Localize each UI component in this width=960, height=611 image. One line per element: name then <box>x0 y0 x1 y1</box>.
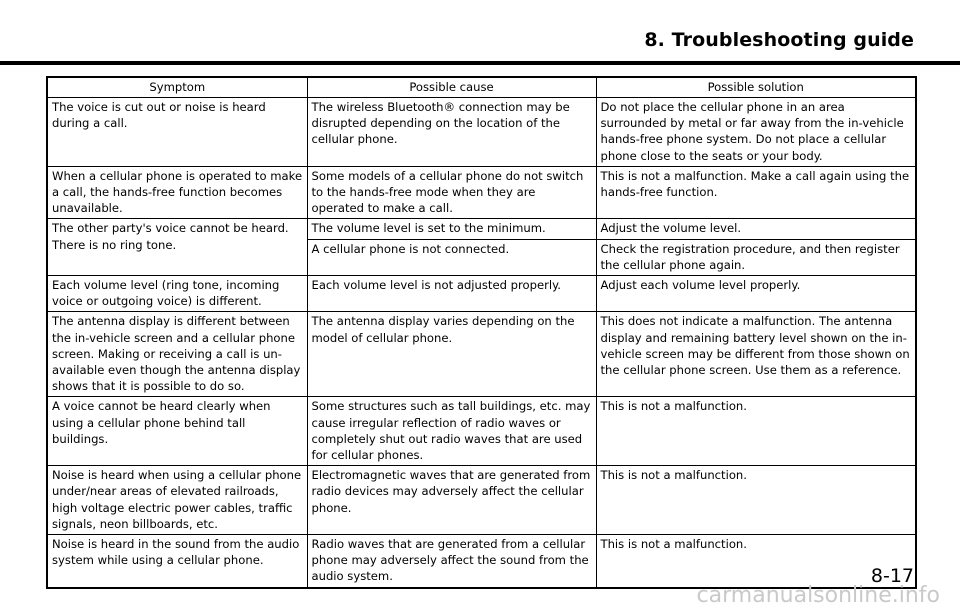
table-row <box>47 397 916 466</box>
symptom-cell: Each volume level (ring tone, incoming voice or outgoing voice) is different. <box>47 276 307 312</box>
solution-cell: This is not a malfunction. <box>596 397 916 466</box>
cause-cell: The antenna display varies depending on the model of cellular phone. <box>307 312 596 397</box>
header-divider <box>0 61 960 65</box>
symptom-cell: The voice is cut out or noise is heard during a call. <box>47 98 307 167</box>
solution-cell: Check the registration procedure, and then register the cellular phone again. <box>596 239 916 275</box>
solution-cell: This is not a malfunction. <box>596 535 916 588</box>
column-header-solution: Possible solution <box>596 77 916 98</box>
cause-cell: A cellular phone is not connected. <box>307 239 596 275</box>
symptom-cell: A voice cannot be heard clearly when using a cellular phone behind tall buildings. <box>47 397 307 466</box>
cause-cell: Radio waves that are generated from a cellular phone may adversely affect the sound from the audio system. <box>307 535 596 588</box>
solution-cell: Do not place the cellular phone in an area surrounded by metal or far away from the in-vehicle hands-free phone system. Do not place a cellular phone close to the seats or your body. <box>596 98 916 167</box>
symptom-cell: The antenna display is different between the in-vehicle screen and a cellular phone screen. Making or receiving a call is un-available even though the antenna display shows that it is possible to do so. <box>47 312 307 397</box>
cause-cell: Some structures such as tall buildings, etc. may cause irregular reflection of radio waves or completely shut out radio waves that are used for cellular phones. <box>307 397 596 466</box>
table-row <box>47 312 916 397</box>
cause-cell: The wireless Bluetooth® connection may be disrupted depending on the location of the cellular phone. <box>307 98 596 167</box>
solution-cell: Adjust the volume level. <box>596 219 916 239</box>
table-row <box>47 219 916 239</box>
solution-cell: This is not a malfunction. <box>596 466 916 535</box>
cause-cell: Some models of a cellular phone do not switch to the hands-free mode when they are operated to make a call. <box>307 166 596 219</box>
column-header-symptom: Symptom <box>47 77 307 98</box>
symptom-cell: When a cellular phone is operated to make a call, the hands-free function becomes unavailable. <box>47 166 307 219</box>
symptom-cell: Noise is heard when using a cellular phone under/near areas of elevated railroads, high voltage electric power cables, traffic signals, neon billboards, etc. <box>47 466 307 535</box>
table-header-row <box>47 77 916 98</box>
solution-cell: This is not a malfunction. Make a call again using the hands-free function. <box>596 166 916 219</box>
symptom-cell: The other party's voice cannot be heard. There is no ring tone. <box>47 219 307 276</box>
page-title: 8. Troubleshooting guide <box>644 29 914 51</box>
page-number: 8-17 <box>870 565 914 587</box>
table-row <box>47 98 916 167</box>
table-row <box>47 276 916 312</box>
table-row <box>47 466 916 535</box>
cause-cell: Each volume level is not adjusted properly. <box>307 276 596 312</box>
table-row <box>47 535 916 588</box>
cause-cell: Electromagnetic waves that are generated from radio devices may adversely affect the cellular phone. <box>307 466 596 535</box>
solution-cell: Adjust each volume level properly. <box>596 276 916 312</box>
cause-cell: The volume level is set to the minimum. <box>307 219 596 239</box>
column-header-cause: Possible cause <box>307 77 596 98</box>
symptom-cell: Noise is heard in the sound from the audio system while using a cellular phone. <box>47 535 307 588</box>
table-row <box>47 166 916 219</box>
troubleshooting-table <box>46 76 917 589</box>
watermark: carmanualsonline.info <box>696 583 940 608</box>
solution-cell: This does not indicate a malfunction. The antenna display and remaining battery level shown on the in-vehicle screen may be different from those shown on the cellular phone screen. Use them as a reference. <box>596 312 916 397</box>
